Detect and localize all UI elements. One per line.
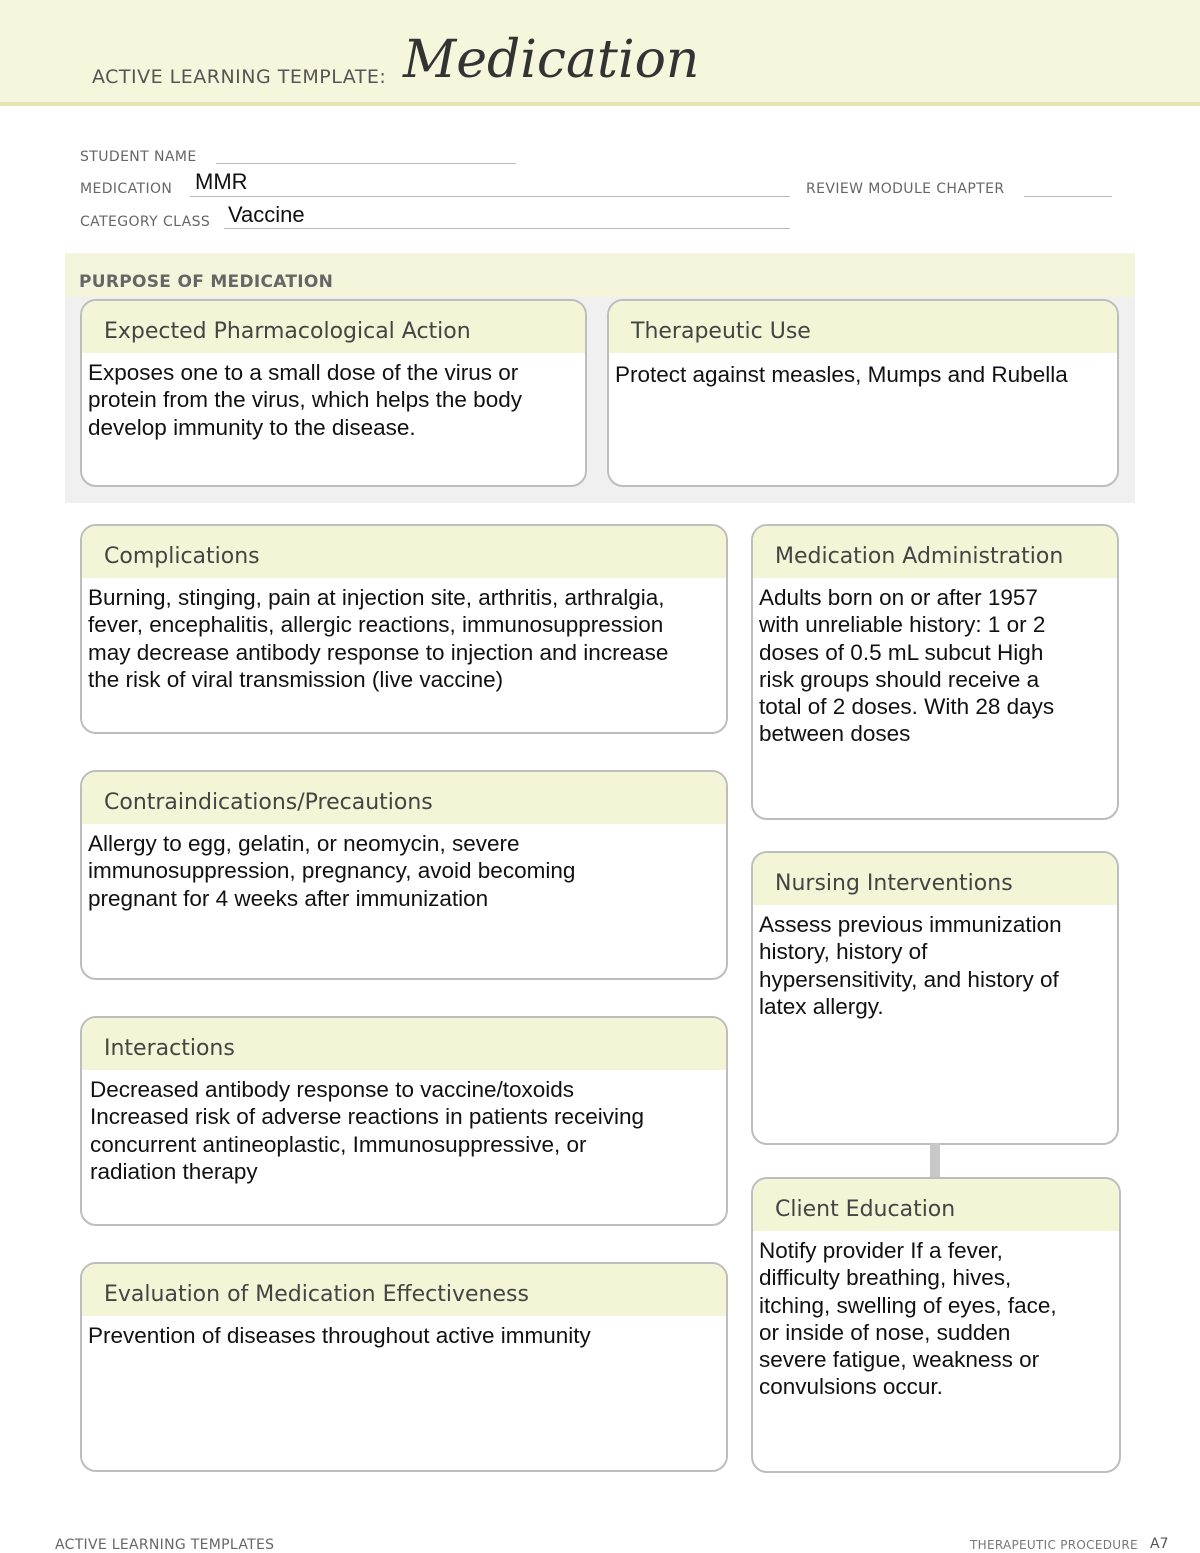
- evaluation-title: Evaluation of Medication Effectiveness: [82, 1264, 726, 1316]
- nursing-interventions-text[interactable]: Assess previous immunization history, history of hypersensitivity, and history of latex allergy.: [759, 912, 1062, 1019]
- student-name-line: [216, 163, 516, 164]
- medication-label: MEDICATION: [80, 181, 173, 197]
- client-education-title: Client Education: [753, 1179, 1119, 1231]
- medication-administration-text[interactable]: Adults born on or after 1957 with unreliable history: 1 or 2 doses of 0.5 mL subcut High risk groups should receive a total of 2 doses. With 28 days between doses: [759, 585, 1055, 747]
- nursing-interventions-box: [751, 851, 1119, 1145]
- client-education-text[interactable]: Notify provider If a fever, difficulty breathing, hives, itching, swelling of eyes, face, or inside of nose, sudden severe fatigue, weakness or convulsions occur.: [759, 1238, 1057, 1400]
- category-class-line: [224, 228, 790, 229]
- medication-administration-box: [751, 524, 1119, 820]
- interactions-box: [80, 1016, 728, 1226]
- contraindications-text[interactable]: Allergy to egg, gelatin, or neomycin, severe immunosuppression, pregnancy, avoid becoming pregnant for 4 weeks after immunization: [88, 831, 576, 911]
- footer-page-number: A7: [1150, 1536, 1169, 1552]
- complications-text[interactable]: Burning, stinging, pain at injection site, arthritis, arthralgia, fever, encephalitis, allergic reactions, immunosuppression may decrease antibody response to injection and increase the risk of viral transmission (live vaccine): [88, 585, 669, 692]
- nursing-interventions-title: Nursing Interventions: [753, 853, 1117, 905]
- therapeutic-use-box: [607, 299, 1119, 487]
- review-module-line: [1024, 196, 1112, 197]
- student-name-label: STUDENT NAME: [80, 149, 197, 165]
- medication-administration-title: Medication Administration: [753, 526, 1117, 578]
- connector-bar: [930, 1143, 940, 1179]
- client-education-box: [751, 1177, 1121, 1473]
- expected-action-box: [80, 299, 587, 487]
- category-class-label: CATEGORY CLASS: [80, 214, 211, 230]
- review-module-label: REVIEW MODULE CHAPTER: [806, 181, 1005, 197]
- interactions-text[interactable]: Decreased antibody response to vaccine/toxoids Increased risk of adverse reactions in patients receiving concurrent antineoplastic, Immunosuppressive, or radiation therapy: [90, 1077, 645, 1184]
- therapeutic-use-text[interactable]: Protect against measles, Mumps and Rubella: [615, 362, 1068, 387]
- page-title: Medication: [403, 30, 700, 90]
- footer-left-label: ACTIVE LEARNING TEMPLATES: [55, 1537, 275, 1553]
- footer-right-label: THERAPEUTIC PROCEDURE: [970, 1538, 1138, 1552]
- complications-title: Complications: [82, 526, 726, 578]
- medication-line: [190, 196, 790, 197]
- medication-field[interactable]: MMR: [195, 169, 248, 194]
- expected-action-text[interactable]: Exposes one to a small dose of the virus or protein from the virus, which helps the body develop immunity to the disease.: [88, 360, 522, 440]
- template-label: ACTIVE LEARNING TEMPLATE:: [92, 66, 387, 88]
- expected-action-title: Expected Pharmacological Action: [82, 301, 585, 353]
- complications-box: [80, 524, 728, 734]
- evaluation-box: [80, 1262, 728, 1472]
- purpose-label: PURPOSE OF MEDICATION: [79, 272, 334, 292]
- contraindications-box: [80, 770, 728, 980]
- header-rule: [0, 102, 1200, 106]
- category-class-field[interactable]: Vaccine: [228, 202, 305, 227]
- therapeutic-use-title: Therapeutic Use: [609, 301, 1117, 353]
- interactions-title: Interactions: [82, 1018, 726, 1070]
- evaluation-text[interactable]: Prevention of diseases throughout active immunity: [88, 1323, 591, 1348]
- contraindications-title: Contraindications/Precautions: [82, 772, 726, 824]
